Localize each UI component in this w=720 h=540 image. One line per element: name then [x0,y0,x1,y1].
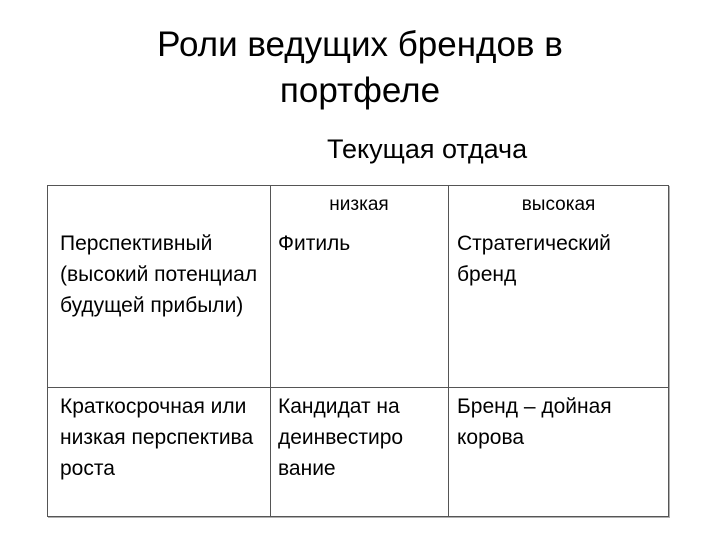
axis-label-current-return: Текущая отдача [327,134,528,164]
table-divider-horizontal [48,387,668,388]
slide-title [0,22,720,114]
cell-fuse: Фитиль [278,232,351,255]
row-label-short-term: Краткосрочная или низкая перспектива роста [60,395,254,480]
cell-divestment-candidate: Кандидат на деинвестиро вание [278,395,404,480]
brand-roles-table [47,185,669,517]
column-header-high: высокая [521,194,596,215]
table-divider-vertical-1 [270,186,271,516]
row-label-perspective: Перспективный (высокий потенциал будущей прибыли) [60,232,258,317]
table-divider-vertical-2 [448,186,449,516]
slide-title-line-2: портфеле [279,71,441,110]
column-header-low: низкая [329,194,389,215]
cell-cash-cow-brand: Бренд – дойная корова [457,395,612,449]
slide-title-line-1: Роли ведущих брендов в [157,25,563,64]
cell-strategic-brand: Стратегический бренд [457,232,611,286]
